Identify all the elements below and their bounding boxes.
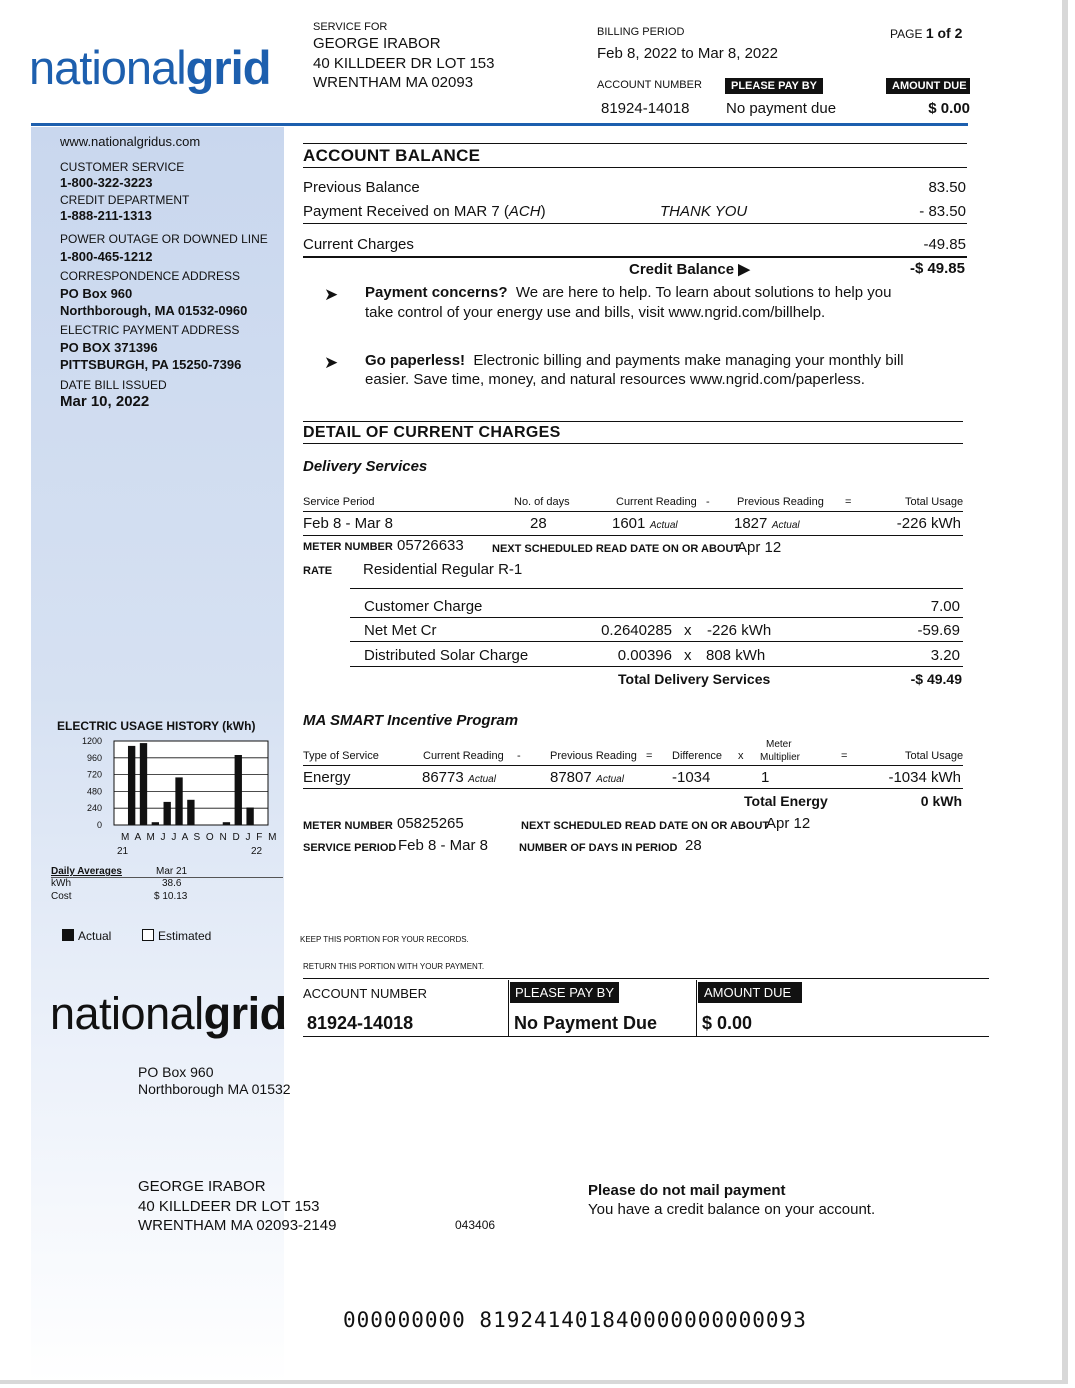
no-mail-notice-text: You have a credit balance on your account. <box>588 1201 876 1218</box>
detail-title-rule <box>303 443 963 444</box>
legend-estimated-label: Estimated <box>158 929 212 943</box>
credit-balance: -$ 49.85 <box>909 260 965 277</box>
cost-average: $ 10.13 <box>154 891 188 902</box>
stub-account-number: 81924-14018 <box>307 1013 414 1033</box>
kwh-average: 38.6 <box>162 878 182 889</box>
arrowhead-bullet-icon: ➤ <box>324 285 339 304</box>
go-paperless-line1: Go paperless! Electronic billing and payments make managing your monthly bill <box>365 352 904 369</box>
account-balance-title: ACCOUNT BALANCE <box>303 146 481 165</box>
chart-y-tick-label: 720 <box>86 769 102 780</box>
correspondence-line2: Northborough, MA 01532-0960 <box>60 303 248 318</box>
mailing-name: GEORGE IRABOR <box>138 1178 266 1195</box>
chart-y-tick-label: 480 <box>86 786 102 797</box>
stub-amount-due: $ 0.00 <box>702 1013 753 1033</box>
account-balance-title-rule <box>303 167 967 168</box>
delivery-header-rule <box>303 511 963 512</box>
go-paperless-line2: easier. Save time, money, and natural resources www.ngrid.com/paperless. <box>365 371 865 388</box>
website-link[interactable]: www.nationalgridus.com <box>60 134 201 149</box>
usage-history-year-end: 22 <box>251 846 263 857</box>
arrow-right-icon: ▶ <box>738 261 750 278</box>
charge-row-rule <box>350 641 963 642</box>
charge-quantity: 808 kWh <box>706 647 766 664</box>
return-address-line2: Northborough MA 01532 <box>138 1081 291 1097</box>
chart-y-tick-label: 1200 <box>81 736 102 746</box>
smart-col-equals: = <box>646 750 653 762</box>
smart-type: Energy <box>303 769 351 786</box>
smart-col-times: x <box>738 750 744 762</box>
smart-next-read-label: NEXT SCHEDULED READ DATE ON OR ABOUT <box>521 820 770 832</box>
correspondence-label: CORRESPONDENCE ADDRESS <box>60 269 241 283</box>
cost-label: Cost <box>51 891 72 902</box>
scan-line: 000000000 819241401840000000000093 <box>343 1308 807 1332</box>
account-number-label: ACCOUNT NUMBER <box>597 79 702 91</box>
chart-bar <box>246 808 253 826</box>
please-pay-by-label: PLEASE PAY BY <box>725 78 823 94</box>
smart-difference: -1034 <box>672 769 711 786</box>
chart-y-tick-label: 240 <box>86 803 102 814</box>
stub-please-pay-by-label: PLEASE PAY BY <box>510 982 619 1003</box>
chart-bar <box>140 743 147 825</box>
col-days: No. of days <box>514 496 570 508</box>
page-indicator: PAGE 1 of 2 <box>890 25 963 41</box>
customer-address-line2: WRENTHAM MA 02093 <box>313 74 474 91</box>
thank-you-note: THANK YOU <box>660 203 748 220</box>
smart-days-label: NUMBER OF DAYS IN PERIOD <box>519 842 678 854</box>
stub-national-grid-logo: nationalgrid <box>50 988 287 1039</box>
customer-service-phone: 1-800-322-3223 <box>60 175 153 190</box>
payment-address-line2: PITTSBURGH, PA 15250-7396 <box>60 357 242 372</box>
stub-top-rule <box>303 978 989 979</box>
col-service-period: Service Period <box>303 496 375 508</box>
amount-due: $ 0.00 <box>928 100 970 117</box>
amount-due-label: AMOUNT DUE <box>886 78 970 94</box>
legend-actual-label: Actual <box>78 929 112 943</box>
smart-total-usage: -1034 kWh <box>888 769 961 786</box>
meter-number: 05726633 <box>397 537 464 554</box>
stub-bottom-rule <box>303 1036 989 1037</box>
account-balance-top-rule <box>303 143 967 144</box>
smart-col-current: Current Reading <box>423 750 504 762</box>
legend-actual-swatch <box>62 929 74 941</box>
smart-col-equals2: = <box>841 750 848 762</box>
current-charges-rule <box>303 256 967 258</box>
payment-address-label: ELECTRIC PAYMENT ADDRESS <box>60 323 240 337</box>
usage-history-chart <box>60 736 280 864</box>
total-delivery-label: Total Delivery Services <box>618 671 771 687</box>
meter-number-label: METER NUMBER <box>303 541 393 553</box>
outage-phone: 1-800-465-1212 <box>60 249 153 264</box>
chart-bar <box>175 777 182 825</box>
stub-account-number-label: ACCOUNT NUMBER <box>303 986 427 1001</box>
daily-averages-period: Mar 21 <box>156 866 188 877</box>
payment-rule <box>303 223 967 224</box>
smart-col-minus: - <box>517 750 521 762</box>
chart-bar <box>128 746 135 825</box>
total-energy: 0 kWh <box>920 793 962 809</box>
col-current-reading: Current Reading <box>616 496 697 508</box>
chart-bar <box>187 800 194 825</box>
total-delivery: -$ 49.49 <box>910 671 962 687</box>
delivery-current-reading: 1601 Actual <box>612 515 678 532</box>
col-total-usage: Total Usage <box>905 496 964 508</box>
header-rule <box>31 123 968 126</box>
delivery-service-period: Feb 8 - Mar 8 <box>303 515 394 532</box>
smart-col-multiplier: Multiplier <box>760 752 801 763</box>
rate-label: RATE <box>303 565 333 577</box>
smart-service-period-label: SERVICE PERIOD <box>303 842 397 854</box>
detail-title: DETAIL OF CURRENT CHARGES <box>303 424 561 441</box>
no-mail-notice-title: Please do not mail payment <box>588 1182 786 1199</box>
correspondence-line1: PO Box 960 <box>60 286 133 301</box>
current-charges-label: Current Charges <box>303 236 414 253</box>
charge-row-rule <box>350 617 963 618</box>
charge-times: x <box>684 647 692 664</box>
credit-dept-phone: 1-888-211-1313 <box>60 208 152 223</box>
charge-name: Net Met Cr <box>364 622 437 639</box>
date-issued-label: DATE BILL ISSUED <box>60 378 167 392</box>
date-issued: Mar 10, 2022 <box>60 393 150 410</box>
mailing-code: 043406 <box>455 1218 496 1232</box>
charges-bottom-rule <box>350 666 963 667</box>
col-equals: = <box>845 496 852 508</box>
chart-bar <box>164 802 171 825</box>
charge-rate: 0.00396 <box>617 647 672 664</box>
daily-averages-label: Daily Averages <box>51 866 122 877</box>
smart-days: 28 <box>685 837 702 854</box>
return-portion-note: RETURN THIS PORTION WITH YOUR PAYMENT. <box>303 962 485 971</box>
return-address-line1: PO Box 960 <box>138 1064 214 1080</box>
mailing-address-line2: WRENTHAM MA 02093-2149 <box>138 1217 337 1234</box>
payment-concerns-line1: Payment concerns? We are here to help. To learn about solutions to help you <box>365 284 892 301</box>
billing-period: Feb 8, 2022 to Mar 8, 2022 <box>597 45 778 62</box>
payment-received-amount: - 83.50 <box>919 203 966 220</box>
smart-col-total: Total Usage <box>905 750 964 762</box>
smart-meter-label: METER NUMBER <box>303 820 393 832</box>
col-minus: - <box>706 496 710 508</box>
customer-address-line1: 40 KILLDEER DR LOT 153 <box>313 55 495 72</box>
charges-top-rule <box>350 588 963 589</box>
previous-balance-label: Previous Balance <box>303 179 420 196</box>
please-pay-by: No payment due <box>726 100 837 117</box>
charge-amount: 7.00 <box>930 598 960 615</box>
charge-amount: 3.20 <box>930 647 960 664</box>
usage-history-months: M A M J J A S O N D J F M <box>121 832 278 843</box>
charge-amount: -59.69 <box>917 622 960 639</box>
smart-next-read: Apr 12 <box>766 815 811 832</box>
payment-received-label: Payment Received on MAR 7 (ACH) <box>303 203 546 220</box>
rate-value: Residential Regular R-1 <box>363 561 523 578</box>
customer-name: GEORGE IRABOR <box>313 35 441 52</box>
col-previous-reading: Previous Reading <box>737 496 824 508</box>
smart-row-rule <box>303 788 963 789</box>
delivery-row-rule <box>303 535 963 536</box>
credit-dept-label: CREDIT DEPARTMENT <box>60 193 190 207</box>
delivery-services-title: Delivery Services <box>303 458 428 475</box>
charge-rate: 0.2640285 <box>601 622 672 639</box>
arrowhead-bullet-icon: ➤ <box>324 353 339 372</box>
stub-amount-due-label: AMOUNT DUE <box>698 982 802 1003</box>
chart-y-tick-label: 960 <box>86 752 102 763</box>
delivery-total-usage: -226 kWh <box>896 515 961 532</box>
legend-estimated-swatch <box>142 929 154 941</box>
kwh-label: kWh <box>51 878 71 889</box>
chart-y-tick-label: 0 <box>96 820 102 830</box>
keep-portion-note: KEEP THIS PORTION FOR YOUR RECORDS. <box>300 935 469 944</box>
smart-previous-reading: 87807 Actual <box>550 769 624 786</box>
customer-service-label: CUSTOMER SERVICE <box>60 160 185 174</box>
smart-multiplier: 1 <box>761 769 770 786</box>
stub-please-pay-by: No Payment Due <box>514 1013 658 1033</box>
next-read-label: NEXT SCHEDULED READ DATE ON OR ABOUT <box>492 543 741 555</box>
chart-bar <box>223 822 230 825</box>
smart-meter-number: 05825265 <box>397 815 464 832</box>
smart-col-type: Type of Service <box>303 750 379 762</box>
credit-balance-label: Credit Balance ▶ <box>629 261 750 278</box>
charge-times: x <box>684 622 692 639</box>
charge-name: Customer Charge <box>364 598 483 615</box>
payment-concerns-line2: take control of your energy use and bills, visit www.ngrid.com/billhelp. <box>365 304 826 321</box>
usage-history-title: ELECTRIC USAGE HISTORY (kWh) <box>57 719 256 733</box>
next-read-date: Apr 12 <box>737 539 782 556</box>
detail-top-rule <box>303 421 963 422</box>
mailing-address-line1: 40 KILLDEER DR LOT 153 <box>138 1198 320 1215</box>
smart-current-reading: 86773 Actual <box>422 769 496 786</box>
charge-name: Distributed Solar Charge <box>364 647 529 664</box>
usage-history-year-start: 21 <box>117 846 129 857</box>
smart-col-previous: Previous Reading <box>550 750 637 762</box>
previous-balance: 83.50 <box>928 179 966 196</box>
total-energy-label: Total Energy <box>744 793 828 809</box>
delivery-previous-reading: 1827 Actual <box>734 515 800 532</box>
smart-col-difference: Difference <box>672 750 722 762</box>
ma-smart-title: MA SMART Incentive Program <box>303 712 519 729</box>
stub-divider <box>508 980 509 1036</box>
outage-label: POWER OUTAGE OR DOWNED LINE <box>60 232 268 246</box>
service-for-label: SERVICE FOR <box>313 21 388 33</box>
stub-divider <box>696 980 697 1036</box>
account-number: 81924-14018 <box>601 100 690 117</box>
payment-address-line1: PO BOX 371396 <box>60 340 158 355</box>
smart-col-meter: Meter <box>766 739 792 750</box>
smart-header-rule <box>303 765 963 766</box>
billing-period-label: BILLING PERIOD <box>597 26 685 38</box>
chart-bar <box>152 822 159 825</box>
current-charges: -49.85 <box>923 236 966 253</box>
charge-quantity: -226 kWh <box>707 622 772 639</box>
chart-bar <box>235 755 242 825</box>
national-grid-logo: nationalgrid <box>29 41 271 94</box>
smart-service-period: Feb 8 - Mar 8 <box>398 837 489 854</box>
delivery-days: 28 <box>530 515 547 532</box>
